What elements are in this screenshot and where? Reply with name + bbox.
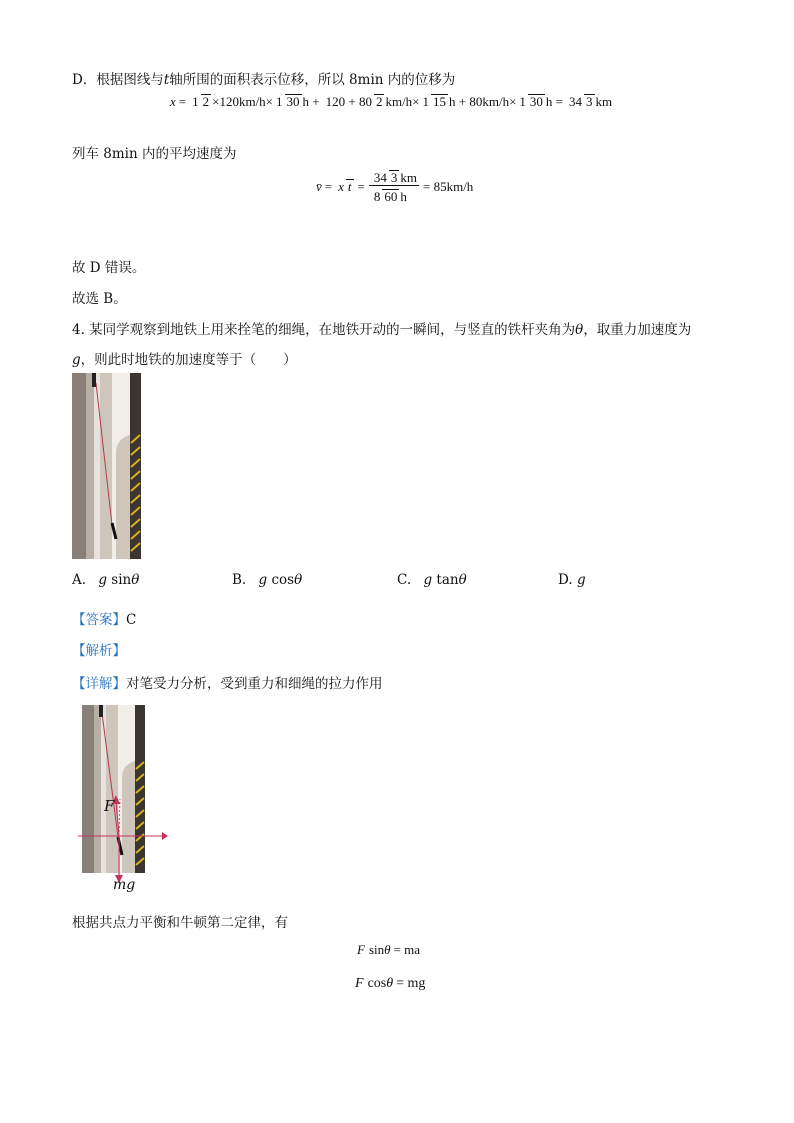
frac-num: 1 — [192, 94, 199, 109]
option-label: B. — [232, 572, 247, 588]
displacement-equation — [170, 94, 612, 110]
frac-8-60 — [372, 189, 400, 204]
frac-den: 60 — [384, 189, 398, 205]
eq-term: km/h× — [385, 94, 420, 109]
detail-heading: 【详解】 — [72, 676, 126, 692]
frac-num: 1 — [519, 94, 526, 109]
q4-text-c: ，则此时地铁的加速度等于（ ） — [80, 352, 297, 368]
g-symbol: g — [258, 572, 268, 588]
force-F-label: F — [104, 797, 115, 815]
unit-km: km — [400, 169, 417, 185]
eq-term: h + — [302, 94, 320, 109]
frac-num: x — [338, 179, 344, 195]
eq-sign: = — [178, 94, 187, 109]
frac-num: 8 — [373, 189, 381, 205]
d-statement — [72, 68, 455, 88]
choose-text: 故选 B。 — [72, 291, 127, 307]
g-symbol: g — [576, 572, 586, 588]
vertical-reference — [119, 799, 120, 836]
eq-term: h = — [545, 94, 563, 109]
answer-heading: 【答案】 — [72, 612, 126, 628]
frac-den: 2 — [375, 94, 383, 109]
d-label: D．根据图线与 — [72, 72, 164, 88]
option-label: C. — [397, 572, 412, 588]
answer-line — [72, 608, 136, 628]
theta-symbol: θ — [575, 322, 584, 338]
unit-h: h — [400, 188, 407, 204]
compound-den — [369, 185, 419, 204]
force-arrows — [76, 775, 168, 885]
answer-value: C — [126, 612, 137, 628]
q4-text-b: ，取重力加速度为 — [583, 322, 692, 338]
horizontal-arrow-head — [162, 832, 168, 840]
eq-rhs: = mg — [396, 976, 426, 991]
theta-symbol: θ — [384, 942, 391, 957]
frac-3 — [324, 94, 385, 110]
force-mg-label: mg — [113, 877, 136, 893]
eq-v-bar: v̄ — [316, 179, 322, 195]
frac-den: 15 — [433, 94, 447, 109]
equation-sin — [357, 942, 420, 958]
eq-sign: = — [324, 179, 333, 195]
trig-fn: sin — [111, 572, 132, 588]
eq-result: = 85km/h — [423, 179, 474, 195]
theta-symbol: θ — [294, 572, 303, 588]
analysis-line — [72, 639, 126, 659]
option-b[interactable] — [232, 572, 302, 588]
trig-fn: sin — [368, 942, 385, 957]
option-d[interactable] — [558, 572, 586, 588]
subway-photo-drawing — [72, 373, 141, 559]
avg-speed-text: 列车 8min 内的平均速度为 — [72, 146, 237, 162]
frac-num: 34 — [569, 94, 582, 109]
frac-x-t — [336, 179, 353, 195]
trig-fn: cos — [271, 572, 295, 588]
F-symbol: F — [355, 976, 364, 991]
subway-photo — [72, 373, 141, 559]
frac-6 — [567, 94, 595, 110]
frac-1 — [190, 94, 211, 110]
option-c[interactable] — [397, 572, 467, 588]
g-symbol: g — [423, 572, 433, 588]
frac-34-3 — [372, 170, 400, 185]
eq-term: km — [595, 94, 613, 109]
eq-rhs: = ma — [393, 942, 420, 957]
t-symbol: t — [163, 72, 170, 88]
g-symbol: g — [98, 572, 107, 588]
detail-text: 对笔受力分析，受到重力和细绳的拉力作用 — [126, 676, 383, 692]
eq-term: ×120km/h× — [212, 94, 274, 109]
frac-den: 30 — [529, 94, 543, 109]
frac-5 — [517, 94, 545, 110]
newton-text: 根据共点力平衡和牛顿第二定律，有 — [72, 915, 288, 931]
frac-den: 2 — [202, 94, 210, 109]
theta-symbol: θ — [458, 572, 467, 588]
q4-line-2 — [72, 348, 297, 368]
frac-4 — [421, 94, 449, 110]
g-symbol: g — [72, 352, 81, 368]
theta-symbol: θ — [386, 976, 394, 991]
equation-cos — [355, 976, 425, 992]
d-rest: 轴所围的面积表示位移，所以 8min 内的位移为 — [169, 72, 456, 88]
F-symbol: F — [357, 942, 365, 957]
option-label: D. — [558, 572, 573, 588]
eq-sign: = — [357, 179, 365, 195]
option-a[interactable] — [72, 572, 139, 588]
compound-num — [369, 170, 419, 185]
frac-den: 30 — [286, 94, 300, 109]
frac-num: 34 — [373, 170, 387, 185]
d-wrong-text: 故 D 错误。 — [72, 260, 146, 276]
frac-den: 3 — [390, 170, 398, 185]
avg-speed-equation — [316, 170, 473, 205]
detail-line — [72, 672, 383, 692]
eq-x: x — [170, 94, 176, 109]
frac-num: 120 + 80 — [325, 94, 372, 109]
frac-num: 1 — [276, 94, 283, 109]
q4-text-a: 4. 某同学观察到地铁上用来拴笔的细绳，在地铁开动的一瞬间，与竖直的铁杆夹角为 — [72, 322, 576, 338]
compound-fraction — [369, 170, 419, 205]
frac-num: 1 — [422, 94, 430, 109]
trig-fn: cos — [367, 976, 387, 991]
frac-den: 3 — [586, 94, 593, 109]
frac-den: t — [347, 179, 352, 195]
option-label: A. — [72, 572, 87, 588]
trig-fn: tan — [436, 572, 459, 588]
q4-line-1 — [72, 318, 691, 338]
analysis-heading: 【解析】 — [72, 643, 126, 659]
frac-2 — [274, 94, 302, 110]
theta-symbol: θ — [131, 572, 140, 588]
tension-arrow — [116, 801, 119, 836]
eq-term: h + 80km/h× — [449, 94, 517, 109]
